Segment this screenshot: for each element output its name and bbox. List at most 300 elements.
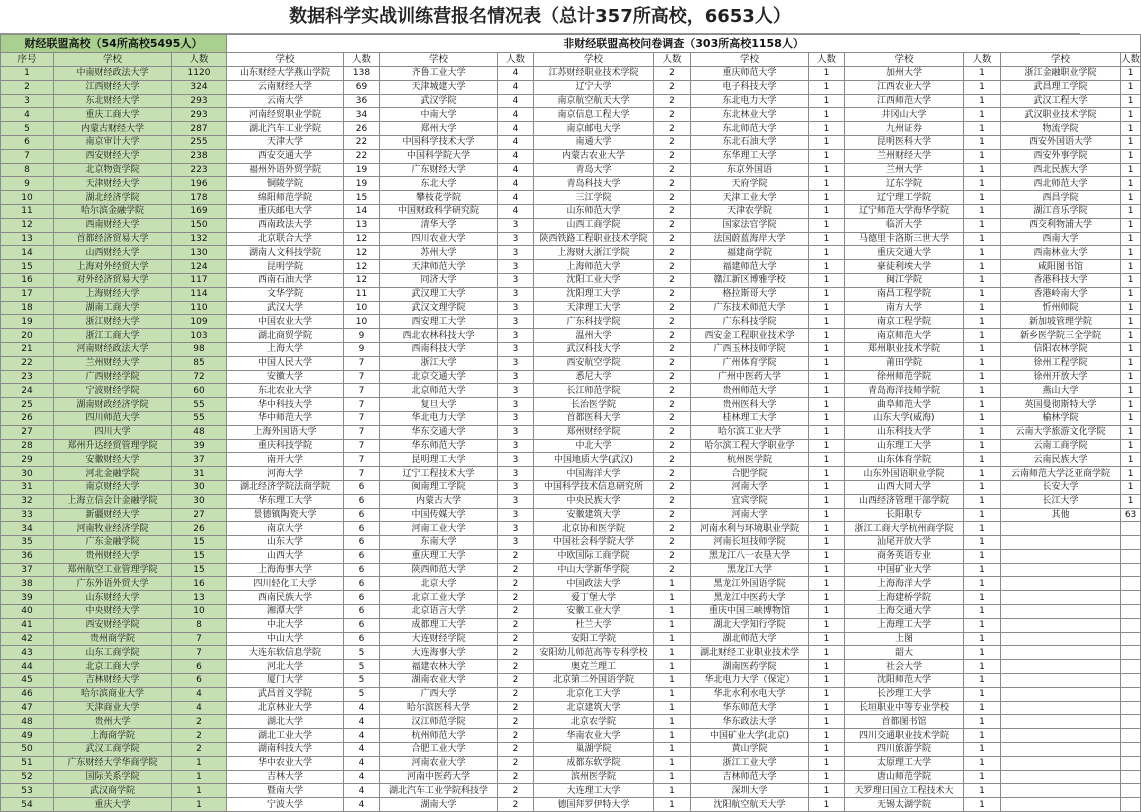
school-cell <box>1001 591 1121 605</box>
table-row <box>1 467 1141 481</box>
school-cell: 同济大学 <box>380 273 498 287</box>
column-header: 序号 <box>1 53 54 67</box>
table-row <box>1 494 1141 508</box>
count-cell: 2 <box>654 218 691 232</box>
count-cell: 10 <box>344 301 380 315</box>
school-cell: 重庆交通大学 <box>845 246 964 260</box>
count-cell: 31 <box>172 467 227 481</box>
count-cell: 238 <box>172 149 227 163</box>
count-cell: 2 <box>498 646 534 660</box>
count-cell: 1 <box>654 605 691 619</box>
school-cell: 河南长垣技师学院 <box>691 536 809 550</box>
school-cell: 中国政法大学 <box>534 577 654 591</box>
school-cell: 武汉职业技术学院 <box>1001 108 1121 122</box>
school-cell: 东北林业大学 <box>691 108 809 122</box>
school-cell: 山东师范大学 <box>534 204 654 218</box>
school-cell: 杜兰大学 <box>534 618 654 632</box>
school-cell <box>1001 770 1121 784</box>
row-index-cell: 17 <box>1 287 54 301</box>
count-cell: 1 <box>964 563 1001 577</box>
count-cell <box>1121 549 1141 563</box>
count-cell: 4 <box>344 756 380 770</box>
count-cell: 1 <box>964 536 1001 550</box>
school-cell: 湖北经济学院法商学院 <box>227 480 344 494</box>
school-cell: 大连理工大学 <box>534 784 654 798</box>
count-cell: 12 <box>344 246 380 260</box>
school-cell: 徐州工程学院 <box>1001 356 1121 370</box>
school-cell: 云南民族大学 <box>1001 453 1121 467</box>
row-index-cell: 6 <box>1 135 54 149</box>
school-cell <box>1001 729 1121 743</box>
count-cell: 1 <box>809 122 845 136</box>
count-cell: 1 <box>809 301 845 315</box>
column-header: 人数 <box>172 53 227 67</box>
school-cell: 郑州航空工业管理学院 <box>54 563 172 577</box>
school-cell: 暨南大学 <box>227 784 344 798</box>
row-index-cell: 44 <box>1 660 54 674</box>
school-cell: 昆明理工大学 <box>380 453 498 467</box>
table-row <box>1 729 1141 743</box>
count-cell: 2 <box>654 425 691 439</box>
registration-table <box>0 34 1141 812</box>
row-index-cell: 47 <box>1 701 54 715</box>
school-cell: 天津商业大学 <box>54 701 172 715</box>
count-cell: 1 <box>809 260 845 274</box>
count-cell: 9 <box>344 342 380 356</box>
school-cell: 北京建筑大学 <box>534 701 654 715</box>
school-cell: 三江学院 <box>534 191 654 205</box>
count-cell: 3 <box>498 246 534 260</box>
school-cell: 上海海洋大学 <box>845 577 964 591</box>
count-cell <box>1121 646 1141 660</box>
count-cell: 1 <box>809 632 845 646</box>
count-cell: 109 <box>172 315 227 329</box>
school-cell: 大连财经学院 <box>380 632 498 646</box>
school-cell: 中国矿业大学(北京) <box>691 729 809 743</box>
school-cell: 长安大学 <box>1001 480 1121 494</box>
school-cell: 加州大学 <box>845 67 964 81</box>
count-cell <box>1121 591 1141 605</box>
count-cell: 1 <box>964 398 1001 412</box>
school-cell: 浙江工商大学 <box>54 329 172 343</box>
count-cell: 34 <box>344 108 380 122</box>
table-row <box>1 453 1141 467</box>
count-cell: 7 <box>344 439 380 453</box>
count-cell: 1 <box>172 784 227 798</box>
school-cell: 燕山大学 <box>1001 384 1121 398</box>
count-cell <box>1121 536 1141 550</box>
count-cell <box>1121 660 1141 674</box>
school-cell: 湖北大学 <box>227 715 344 729</box>
school-cell: 西安财经学院 <box>54 618 172 632</box>
count-cell: 178 <box>172 191 227 205</box>
school-cell: 陕西铁路工程职业技术学院 <box>534 232 654 246</box>
school-cell <box>1001 784 1121 798</box>
count-cell: 1 <box>964 411 1001 425</box>
count-cell: 2 <box>654 467 691 481</box>
school-cell: 华北电力大学（保定） <box>691 674 809 688</box>
count-cell: 1 <box>809 398 845 412</box>
row-index-cell: 52 <box>1 770 54 784</box>
count-cell: 2 <box>498 756 534 770</box>
count-cell: 2 <box>498 729 534 743</box>
count-cell: 1 <box>964 632 1001 646</box>
school-cell: 湖南大学 <box>380 798 498 812</box>
school-cell: 辽宁工程技术大学 <box>380 467 498 481</box>
school-cell: 天津大学 <box>227 135 344 149</box>
count-cell: 16 <box>172 577 227 591</box>
school-cell: 广东财经大学华商学院 <box>54 756 172 770</box>
school-cell: 中国科学院大学 <box>380 149 498 163</box>
school-cell: 广州中医药大学 <box>691 370 809 384</box>
count-cell: 1 <box>809 439 845 453</box>
school-cell: 山东财经大学燕山学院 <box>227 67 344 81</box>
count-cell: 6 <box>344 494 380 508</box>
school-cell: 江苏财经职业技术学院 <box>534 67 654 81</box>
count-cell: 7 <box>344 384 380 398</box>
count-cell: 8 <box>172 618 227 632</box>
school-cell: 国际关系学院 <box>54 770 172 784</box>
count-cell: 7 <box>172 632 227 646</box>
count-cell: 1 <box>809 467 845 481</box>
school-cell: 辽东学院 <box>845 177 964 191</box>
count-cell: 1 <box>1121 218 1141 232</box>
school-cell: 四川轻化工大学 <box>227 577 344 591</box>
count-cell: 1 <box>809 715 845 729</box>
count-cell: 1 <box>654 701 691 715</box>
school-cell: 沈阳工业大学 <box>534 273 654 287</box>
count-cell: 1 <box>964 591 1001 605</box>
count-cell: 4 <box>498 191 534 205</box>
school-cell: 山西财经大学 <box>54 246 172 260</box>
count-cell: 2 <box>498 591 534 605</box>
school-cell: 天津理工大学 <box>534 301 654 315</box>
count-cell <box>1121 784 1141 798</box>
count-cell: 1 <box>809 94 845 108</box>
school-cell: 英国曼彻斯特大学 <box>1001 398 1121 412</box>
count-cell: 1 <box>1121 163 1141 177</box>
count-cell: 3 <box>498 273 534 287</box>
school-cell: 南京邮电大学 <box>534 122 654 136</box>
count-cell: 1 <box>964 756 1001 770</box>
count-cell: 1 <box>809 536 845 550</box>
school-cell: 长江师范学院 <box>534 384 654 398</box>
school-cell: 长阳职专 <box>845 508 964 522</box>
school-cell: 格拉斯哥大学 <box>691 287 809 301</box>
row-index-cell: 51 <box>1 756 54 770</box>
column-header: 人数 <box>964 53 1001 67</box>
column-header: 人数 <box>344 53 380 67</box>
school-cell: 东京外国语 <box>691 163 809 177</box>
school-cell: 东北财经大学 <box>54 94 172 108</box>
school-cell: 西交利物浦大学 <box>1001 218 1121 232</box>
school-cell: 华东理工大学 <box>227 494 344 508</box>
school-cell: 社会大学 <box>845 660 964 674</box>
school-cell: 南京师范大学 <box>845 329 964 343</box>
count-cell: 4 <box>498 163 534 177</box>
count-cell: 72 <box>172 370 227 384</box>
school-cell: 文华学院 <box>227 287 344 301</box>
table-row <box>1 204 1141 218</box>
count-cell: 6 <box>344 508 380 522</box>
table-row <box>1 301 1141 315</box>
table-row <box>1 425 1141 439</box>
school-cell: 山东科技大学 <box>845 425 964 439</box>
count-cell: 3 <box>498 218 534 232</box>
school-cell: 广东外语外贸大学 <box>54 577 172 591</box>
school-cell: 华东政法大学 <box>691 715 809 729</box>
school-cell: 华北电力大学 <box>380 411 498 425</box>
school-cell: 西安交通大学 <box>227 149 344 163</box>
school-cell: 天津工业大学 <box>691 191 809 205</box>
school-cell: 广州体育学院 <box>691 356 809 370</box>
school-cell: 哈尔滨医科大学 <box>380 701 498 715</box>
row-index-cell: 20 <box>1 329 54 343</box>
count-cell: 2 <box>654 149 691 163</box>
school-cell: 宁波大学 <box>227 798 344 812</box>
count-cell: 1 <box>809 411 845 425</box>
row-index-cell: 14 <box>1 246 54 260</box>
count-cell: 1 <box>1121 439 1141 453</box>
school-cell: 山西大同大学 <box>845 480 964 494</box>
count-cell: 1 <box>964 329 1001 343</box>
count-cell: 6 <box>344 632 380 646</box>
school-cell <box>1001 563 1121 577</box>
count-cell: 3 <box>498 467 534 481</box>
count-cell: 2 <box>498 632 534 646</box>
row-index-cell: 8 <box>1 163 54 177</box>
school-cell: 吉林大学 <box>227 770 344 784</box>
row-index-cell: 54 <box>1 798 54 812</box>
count-cell: 132 <box>172 232 227 246</box>
count-cell: 3 <box>498 329 534 343</box>
school-cell: 云南大学 <box>227 94 344 108</box>
table-row <box>1 715 1141 729</box>
column-header: 人数 <box>654 53 691 67</box>
school-cell: 东北电力大学 <box>691 94 809 108</box>
school-cell: 黑龙江中医药大学 <box>691 591 809 605</box>
school-cell: 北京师范大学 <box>380 384 498 398</box>
count-cell: 1 <box>964 356 1001 370</box>
school-cell: 武昌理工学院 <box>1001 80 1121 94</box>
count-cell: 1 <box>1121 177 1141 191</box>
count-cell: 1 <box>1121 398 1141 412</box>
count-cell: 1 <box>654 646 691 660</box>
count-cell: 2 <box>654 480 691 494</box>
table-row <box>1 80 1141 94</box>
count-cell: 2 <box>654 549 691 563</box>
count-cell: 4 <box>344 715 380 729</box>
school-cell: 重庆中国三峡博物馆 <box>691 605 809 619</box>
count-cell: 1 <box>964 315 1001 329</box>
count-cell: 1 <box>1121 80 1141 94</box>
school-cell: 其他 <box>1001 508 1121 522</box>
row-index-cell: 42 <box>1 632 54 646</box>
count-cell: 1 <box>964 674 1001 688</box>
count-cell: 1 <box>1121 232 1141 246</box>
school-cell: 西北民族大学 <box>1001 163 1121 177</box>
school-cell: 中国农业大学 <box>227 315 344 329</box>
count-cell: 3 <box>498 315 534 329</box>
count-cell: 1 <box>1121 149 1141 163</box>
school-cell <box>1001 605 1121 619</box>
school-cell: 东华理工大学 <box>691 149 809 163</box>
school-cell: 长治医学院 <box>534 398 654 412</box>
school-cell: 北京工商大学 <box>54 660 172 674</box>
count-cell: 2 <box>654 287 691 301</box>
table-row <box>1 784 1141 798</box>
school-cell: 新乡医学院三全学院 <box>1001 329 1121 343</box>
school-cell: 福建农林大学 <box>380 660 498 674</box>
school-cell: 武汉理工大学 <box>380 287 498 301</box>
count-cell: 60 <box>172 384 227 398</box>
count-cell: 1 <box>1121 94 1141 108</box>
school-cell: 沈阳师范大学 <box>845 674 964 688</box>
school-cell <box>1001 687 1121 701</box>
school-cell: 广东财经大学 <box>380 163 498 177</box>
school-cell: 西安外事学院 <box>1001 149 1121 163</box>
count-cell: 14 <box>344 204 380 218</box>
school-cell: 云南大学旅游文化学院 <box>1001 425 1121 439</box>
school-cell: 兰州财经大学 <box>845 149 964 163</box>
count-cell: 63 <box>1121 508 1141 522</box>
count-cell: 150 <box>172 218 227 232</box>
count-cell: 103 <box>172 329 227 343</box>
school-cell: 物流学院 <box>1001 122 1121 136</box>
school-cell: 昆明学院 <box>227 260 344 274</box>
school-cell: 合肥学院 <box>691 467 809 481</box>
count-cell: 2 <box>654 232 691 246</box>
school-cell: 闽南理工学院 <box>380 480 498 494</box>
school-cell: 中北大学 <box>227 618 344 632</box>
school-cell: 北京语言大学 <box>380 605 498 619</box>
count-cell: 1 <box>964 618 1001 632</box>
school-cell: 首都医科大学 <box>534 411 654 425</box>
count-cell: 1 <box>654 715 691 729</box>
school-cell: 复旦大学 <box>380 398 498 412</box>
school-cell: 贵州商学院 <box>54 632 172 646</box>
school-cell: 山东理工大学 <box>845 439 964 453</box>
school-cell: 湖南科技大学 <box>227 743 344 757</box>
count-cell: 4 <box>498 122 534 136</box>
row-index-cell: 28 <box>1 439 54 453</box>
school-cell: 曲阜师范大学 <box>845 398 964 412</box>
school-cell: 中央民族大学 <box>534 494 654 508</box>
count-cell: 1 <box>809 218 845 232</box>
count-cell: 6 <box>344 522 380 536</box>
count-cell: 36 <box>344 94 380 108</box>
school-cell: 南京大学 <box>227 522 344 536</box>
school-cell: 四川农业大学 <box>380 232 498 246</box>
school-cell <box>1001 743 1121 757</box>
school-cell: 吉林师范大学 <box>691 770 809 784</box>
count-cell: 5 <box>344 660 380 674</box>
school-cell: 西安航空学院 <box>534 356 654 370</box>
count-cell: 10 <box>172 605 227 619</box>
school-cell: 南京信息工程大学 <box>534 108 654 122</box>
school-cell: 中国人民大学 <box>227 356 344 370</box>
school-cell: 南昌工程学院 <box>845 287 964 301</box>
school-cell: 中国科学技术信息研究所 <box>534 480 654 494</box>
table-row <box>1 549 1141 563</box>
count-cell: 1 <box>654 784 691 798</box>
school-cell: 新加坡管理学院 <box>1001 315 1121 329</box>
count-cell: 1 <box>809 80 845 94</box>
count-cell: 13 <box>172 591 227 605</box>
count-cell: 1 <box>809 729 845 743</box>
count-cell: 1 <box>1121 246 1141 260</box>
count-cell: 1 <box>809 273 845 287</box>
table-row <box>1 522 1141 536</box>
school-cell: 黑龙江外国语学院 <box>691 577 809 591</box>
count-cell: 293 <box>172 94 227 108</box>
school-cell: 重庆邮电大学 <box>227 204 344 218</box>
school-cell: 华中农业大学 <box>227 756 344 770</box>
school-cell: 华中师范大学 <box>227 411 344 425</box>
school-cell: 信阳农林学院 <box>1001 342 1121 356</box>
count-cell: 1 <box>809 577 845 591</box>
school-cell: 天津财经大学 <box>54 177 172 191</box>
row-index-cell: 35 <box>1 536 54 550</box>
count-cell <box>1121 687 1141 701</box>
count-cell: 255 <box>172 135 227 149</box>
count-cell: 1 <box>654 632 691 646</box>
school-cell: 中央财经大学 <box>54 605 172 619</box>
school-cell <box>1001 701 1121 715</box>
school-cell: 大连东软信息学院 <box>227 646 344 660</box>
count-cell: 287 <box>172 122 227 136</box>
school-cell: 东北大学 <box>380 177 498 191</box>
school-cell: 兰州财经大学 <box>54 356 172 370</box>
count-cell: 1 <box>964 784 1001 798</box>
count-cell: 1 <box>1121 494 1141 508</box>
school-cell: 湘潭大学 <box>227 605 344 619</box>
count-cell: 1 <box>1121 301 1141 315</box>
count-cell: 4 <box>172 701 227 715</box>
school-cell: 湖江音乐学院 <box>1001 204 1121 218</box>
count-cell: 1 <box>964 232 1001 246</box>
school-cell: 宁波财经学院 <box>54 384 172 398</box>
right-section-header: 非财经联盟高校问卷调查（303所高校1158人） <box>227 35 1141 53</box>
school-cell: 中南大学 <box>380 108 498 122</box>
school-cell: 西安理工大学 <box>380 315 498 329</box>
school-cell: 广东技术师范大学 <box>691 301 809 315</box>
school-cell: 南京财经大学 <box>54 480 172 494</box>
school-cell: 华东交通大学 <box>380 425 498 439</box>
count-cell: 98 <box>172 342 227 356</box>
school-cell: 河南大学 <box>691 480 809 494</box>
school-cell: 辽宁师范大学海华学院 <box>845 204 964 218</box>
row-index-cell: 5 <box>1 122 54 136</box>
row-index-cell: 18 <box>1 301 54 315</box>
count-cell: 1 <box>172 756 227 770</box>
school-cell: 徐州师范学院 <box>845 370 964 384</box>
count-cell: 1 <box>964 122 1001 136</box>
school-cell: 西南财经大学 <box>54 218 172 232</box>
count-cell: 1 <box>654 591 691 605</box>
row-index-cell: 36 <box>1 549 54 563</box>
count-cell: 1 <box>964 273 1001 287</box>
column-header: 学校 <box>54 53 172 67</box>
count-cell: 1 <box>809 687 845 701</box>
school-cell: 徐州开放大学 <box>1001 370 1121 384</box>
count-cell: 1 <box>809 191 845 205</box>
count-cell: 1 <box>809 356 845 370</box>
school-cell: 上海外国语大学 <box>227 425 344 439</box>
school-cell: 深圳大学 <box>691 784 809 798</box>
school-cell: 东北农业大学 <box>227 384 344 398</box>
school-cell: 东北师范大学 <box>691 122 809 136</box>
